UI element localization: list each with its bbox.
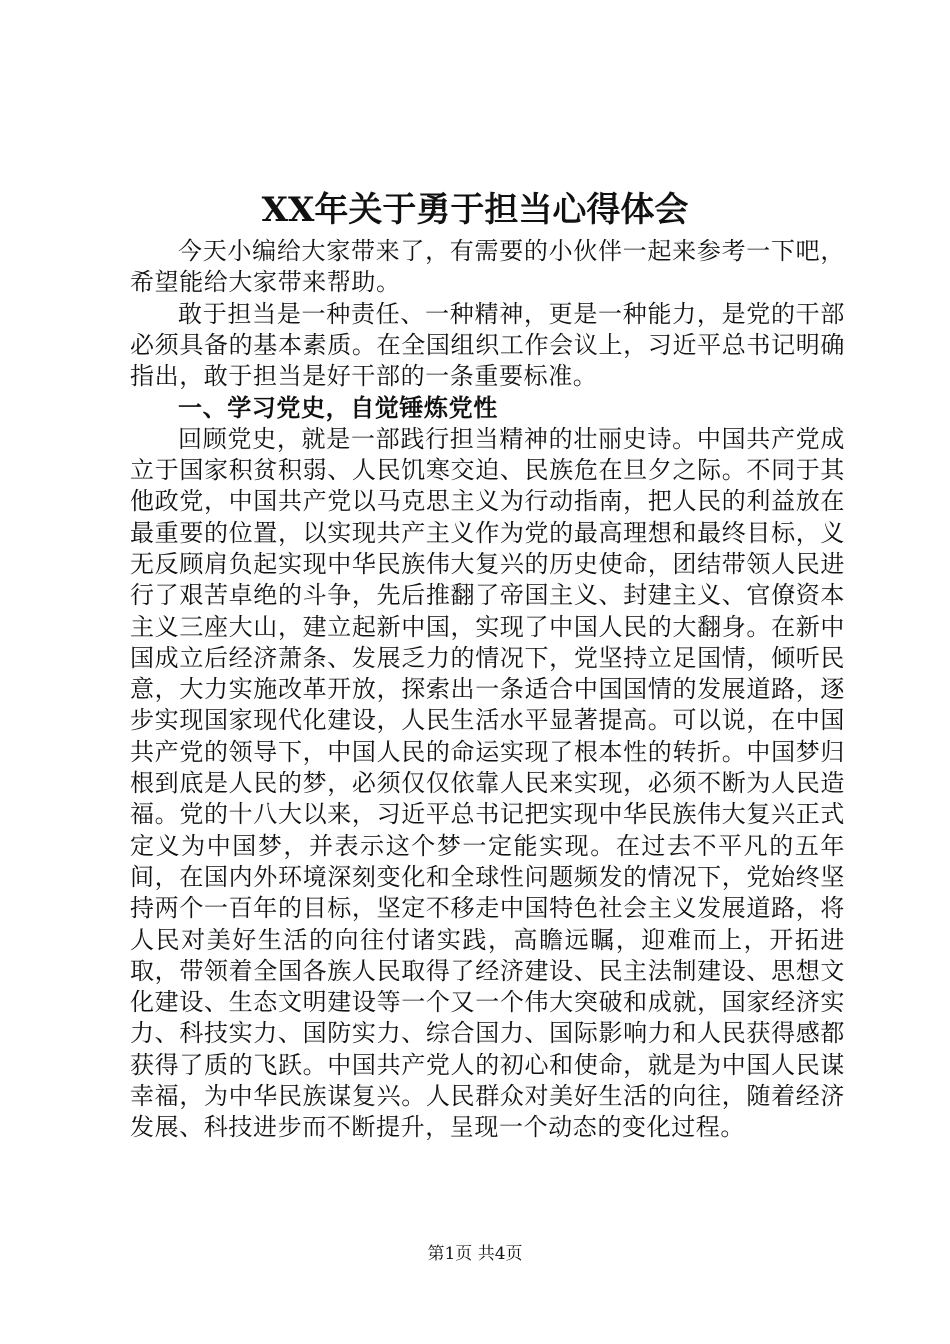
- document-body: [130, 236, 845, 1144]
- document-title: XX年关于勇于担当心得体会: [261, 190, 689, 230]
- paragraph-party-history: 回顾党史，就是一部践行担当精神的壮丽史诗。中国共产党成立于国家积贫积弱、人民饥寒交迫、民族危在旦夕之际。不同于其他政党，中国共产党以马克思主义为行动指南，把人民的利益放在最重要的位置，以实现共产主义作为党的最高理想和最终目标，义无反顾肩负起实现中华民族伟大复兴的历史使命，团结带领人民进行了艰苦卓绝的斗争，先后推翻了帝国主义、封建主义、官僚资本主义三座大山，建立起新中国，实现了中国人民的大翻身。在新中国成立后经济萧条、发展乏力的情况下，党坚持立足国情，倾听民意，大力实施改革开放，探索出一条适合中国国情的发展道路，逐步实现国家现代化建设，人民生活水平显著提高。可以说，在中国共产党的领导下，中国人民的命运实现了根本性的转折。中国梦归根到底是人民的梦，必须仅仅依靠人民来实现，必须不断为人民造福。党的十八大以来，习近平总书记把实现中华民族伟大复兴正式定义为中国梦，并表示这个梦一定能实现。在过去不平凡的五年间，在国内外环境深刻变化和全球性问题频发的情况下，党始终坚持两个一百年的目标，坚定不移走中国特色社会主义发展道路，将人民对美好生活的向往付诸实践，高瞻远瞩，迎难而上，开拓进取，带领着全国各族人民取得了经济建设、民主法制建设、思想文化建设、生态文明建设等一个又一个伟大突破和成就，国家经济实力、科技实力、国防实力、综合国力、国际影响力和人民获得感都获得了质的飞跃。中国共产党人的初心和使命，就是为中国人民谋幸福，为中华民族谋复兴。人民群众对美好生活的向往，随着经济发展、科技进步而不断提升，呈现一个动态的变化过程。: [130, 424, 845, 1142]
- intro-paragraph: 今天小编给大家带来了，有需要的小伙伴一起来参考一下吧，希望能给大家带来帮助。: [130, 237, 845, 297]
- paragraph-responsibility: 敢于担当是一种责任、一种精神，更是一种能力，是党的干部必须具备的基本素质。在全国组织工作会议上，习近平总书记明确指出，敢于担当是好干部的一条重要标准。: [130, 299, 845, 391]
- section-heading-1: 一、学习党史，自觉锤炼党性: [178, 393, 498, 423]
- page-number-footer: 第1页 共4页: [427, 1244, 523, 1264]
